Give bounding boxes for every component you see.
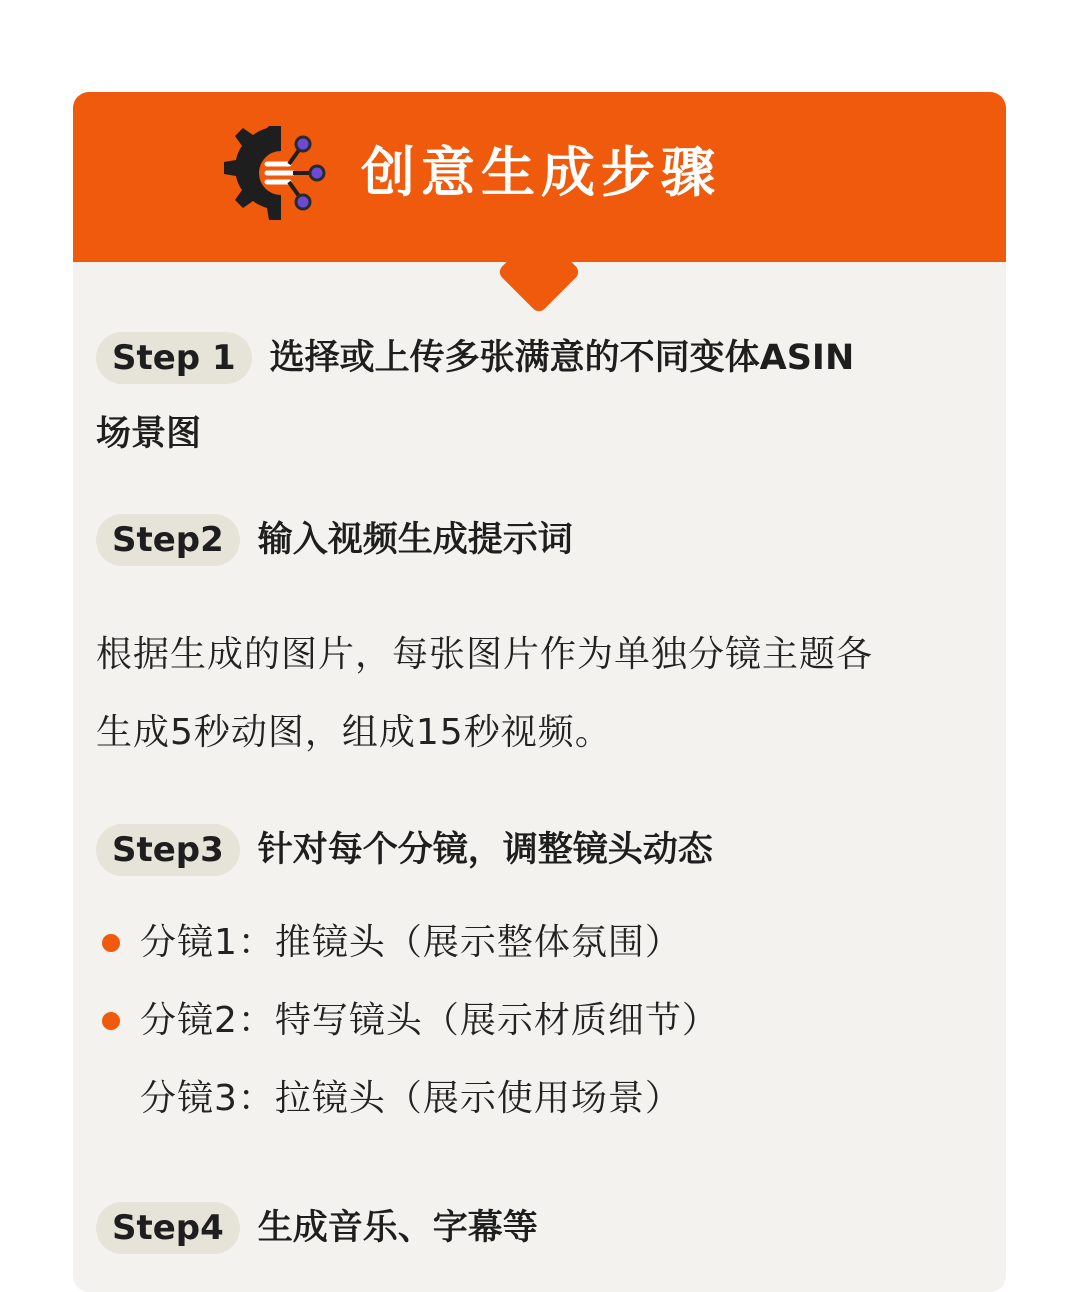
list-item bbox=[96, 1060, 719, 1138]
list-item bbox=[96, 982, 719, 1060]
step-4-badge: Step4 bbox=[96, 1202, 240, 1254]
step-4-title: 生成音乐、字幕等 bbox=[257, 1208, 538, 1248]
header-title: 创意生成步骤 bbox=[361, 141, 721, 204]
list-item-text: 分镜3：拉镜头（展示使用场景） bbox=[140, 1078, 682, 1119]
step-2-title: 输入视频生成提示词 bbox=[257, 520, 573, 560]
step-2 bbox=[96, 500, 573, 579]
step-1-title-cont: 场景图 bbox=[96, 414, 202, 454]
bullet-dot bbox=[102, 1012, 120, 1030]
list-item-text: 分镜1：推镜头（展示整体氛围） bbox=[140, 922, 682, 963]
step-2-badge: Step2 bbox=[96, 514, 240, 566]
gear-circuit-icon bbox=[223, 118, 333, 228]
steps-card bbox=[73, 92, 1006, 1292]
step-3-list bbox=[96, 904, 719, 1138]
step-1-title: 选择或上传多张满意的不同变体ASIN bbox=[269, 338, 855, 378]
step-2-desc-line: 根据生成的图片，每张图片作为单独分镜主题各 bbox=[96, 634, 874, 675]
step-2-description bbox=[96, 616, 996, 772]
step-4 bbox=[96, 1188, 538, 1267]
step-2-desc-line: 生成5秒动图，组成15秒视频。 bbox=[96, 712, 612, 753]
step-3-title: 针对每个分镜，调整镜头动态 bbox=[257, 830, 713, 870]
bullet-dot bbox=[102, 934, 120, 952]
list-item-text: 分镜2：特写镜头（展示材质细节） bbox=[140, 1000, 719, 1041]
step-1-badge: Step 1 bbox=[96, 332, 252, 384]
list-item bbox=[96, 904, 719, 982]
step-3-badge: Step3 bbox=[96, 824, 240, 876]
step-1 bbox=[96, 318, 854, 397]
step-3 bbox=[96, 810, 713, 889]
